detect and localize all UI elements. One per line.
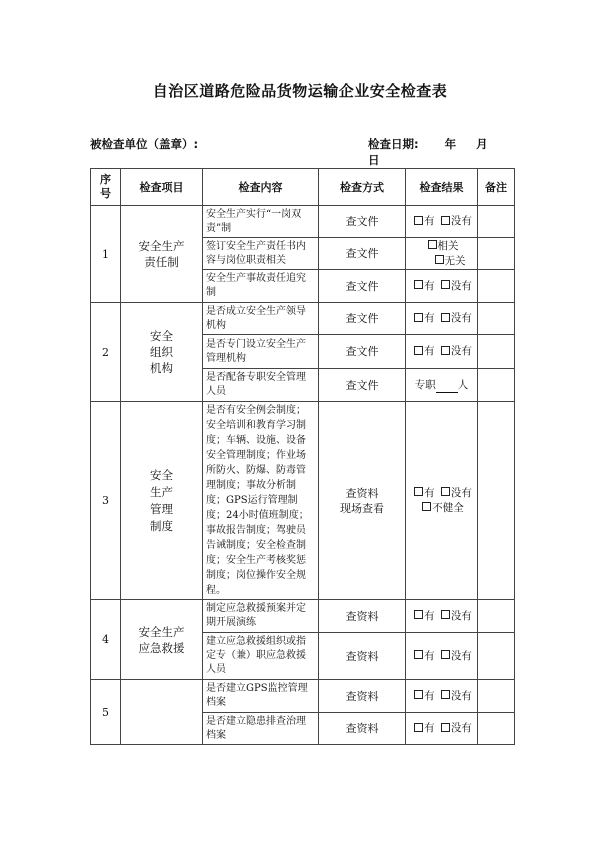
item-cell: 安全生产责任制 — [121, 206, 203, 303]
checkbox-yes[interactable] — [414, 650, 423, 659]
content-cell: 是否专门设立安全生产管理机构 — [203, 335, 319, 369]
checkbox-related[interactable] — [428, 240, 437, 249]
method-cell: 查文件 — [319, 238, 406, 270]
content-cell: 是否成立安全生产领导机构 — [203, 303, 319, 335]
content-cell: 是否建立隐患排查治理档案 — [203, 713, 319, 745]
checkbox-no[interactable] — [441, 690, 450, 699]
checkbox-yes[interactable] — [414, 610, 423, 619]
checkbox-yes[interactable] — [414, 690, 423, 699]
content-cell: 安全生产事故责任追究制 — [203, 270, 319, 303]
seq-cell: 4 — [91, 600, 121, 680]
table-row — [91, 303, 515, 335]
header-item: 检查项目 — [121, 169, 203, 206]
method-cell: 查资料 — [319, 600, 406, 633]
content-cell: 建立应急救援组织或指定专（兼）职应急救援人员 — [203, 633, 319, 680]
checkbox-no[interactable] — [441, 313, 450, 322]
method-cell: 查资料 — [319, 633, 406, 680]
remark-cell — [478, 633, 515, 680]
seq-cell: 2 — [91, 303, 121, 402]
fulltime-count-blank[interactable] — [436, 382, 458, 393]
result-cell: 有 没有 不健全 — [406, 402, 478, 600]
document-title: 自治区道路危险品货物运输企业安全检查表 — [152, 82, 448, 100]
result-cell: 有 没有 — [406, 713, 478, 745]
remark-cell — [478, 335, 515, 369]
table-row — [91, 402, 515, 600]
meta-line — [90, 136, 510, 167]
seq-cell: 1 — [91, 206, 121, 303]
method-cell: 查资料 现场查看 — [319, 402, 406, 600]
checkbox-yes[interactable] — [414, 313, 423, 322]
seq-cell: 3 — [91, 402, 121, 600]
result-cell: 有 没有 — [406, 600, 478, 633]
checkbox-no[interactable] — [441, 650, 450, 659]
item-cell: 安全生产应急救援 — [121, 600, 203, 680]
content-cell: 安全生产实行“一岗双责”制 — [203, 206, 319, 238]
method-cell: 查资料 — [319, 680, 406, 713]
table-row — [91, 680, 515, 713]
content-cell: 是否建立GPS监控管理档案 — [203, 680, 319, 713]
table-header-row — [91, 169, 515, 206]
checkbox-unrelated[interactable] — [435, 255, 444, 264]
result-cell: 相关 无关 — [406, 238, 478, 270]
method-cell: 查文件 — [319, 303, 406, 335]
header-method: 检查方式 — [319, 169, 406, 206]
result-cell: 专职 人 — [406, 369, 478, 402]
inspected-unit-label: 被检查单位（盖章）: — [90, 137, 199, 151]
method-cell: 查文件 — [319, 270, 406, 303]
checkbox-no[interactable] — [441, 487, 450, 496]
method-cell: 查文件 — [319, 369, 406, 402]
date-label: 检查日期: — [368, 137, 419, 151]
content-cell: 签订安全生产责任书内容与岗位职责相关 — [203, 238, 319, 270]
remark-cell — [478, 600, 515, 633]
checkbox-no[interactable] — [441, 610, 450, 619]
remark-cell — [478, 238, 515, 270]
checkbox-incomplete[interactable] — [422, 502, 431, 511]
year-label: 年 — [444, 137, 457, 151]
result-cell: 有 没有 — [406, 206, 478, 238]
header-seq: 序号 — [91, 169, 121, 206]
checkbox-yes[interactable] — [414, 280, 423, 289]
item-cell: 安全生产管理制度 — [121, 402, 203, 600]
item-cell — [121, 680, 203, 745]
table-row — [91, 206, 515, 238]
checkbox-no[interactable] — [441, 280, 450, 289]
content-cell: 是否有安全例会制度；安全培训和教育学习制度；车辆、设施、设备安全管理制度；作业场所防火、防爆、防毒管理制度；事故分析制度；GPS运行管理制度；24小时值班制度；事故报告制度；驾驶员告诫制度；安全检查制度；安全生产考核奖惩制度；岗位操作安全规程。 — [203, 402, 319, 600]
method-cell: 查文件 — [319, 206, 406, 238]
result-cell: 有 没有 — [406, 303, 478, 335]
result-cell: 有 没有 — [406, 335, 478, 369]
checkbox-no[interactable] — [441, 723, 450, 732]
remark-cell — [478, 303, 515, 335]
header-content: 检查内容 — [203, 169, 319, 206]
seq-cell: 5 — [91, 680, 121, 745]
result-cell: 有 没有 — [406, 633, 478, 680]
checkbox-no[interactable] — [441, 216, 450, 225]
checkbox-yes[interactable] — [414, 723, 423, 732]
checkbox-yes[interactable] — [414, 216, 423, 225]
remark-cell — [478, 713, 515, 745]
month-label: 月 — [476, 137, 488, 151]
content-cell: 是否配备专职安全管理人员 — [203, 369, 319, 402]
header-remark: 备注 — [478, 169, 515, 206]
item-cell: 安全组织机构 — [121, 303, 203, 402]
content-cell: 制定应急救援预案并定期开展演练 — [203, 600, 319, 633]
remark-cell — [478, 206, 515, 238]
remark-cell — [478, 270, 515, 303]
remark-cell — [478, 369, 515, 402]
method-cell: 查文件 — [319, 335, 406, 369]
result-cell: 有 没有 — [406, 270, 478, 303]
result-cell: 有 没有 — [406, 680, 478, 713]
remark-cell — [478, 402, 515, 600]
method-cell: 查资料 — [319, 713, 406, 745]
checkbox-yes[interactable] — [414, 346, 423, 355]
day-label: 日 — [368, 153, 380, 167]
inspection-date — [368, 136, 510, 168]
header-result: 检查结果 — [406, 169, 478, 206]
inspection-table — [90, 168, 515, 745]
checkbox-yes[interactable] — [414, 487, 423, 496]
remark-cell — [478, 680, 515, 713]
checkbox-no[interactable] — [441, 346, 450, 355]
table-row — [91, 600, 515, 633]
